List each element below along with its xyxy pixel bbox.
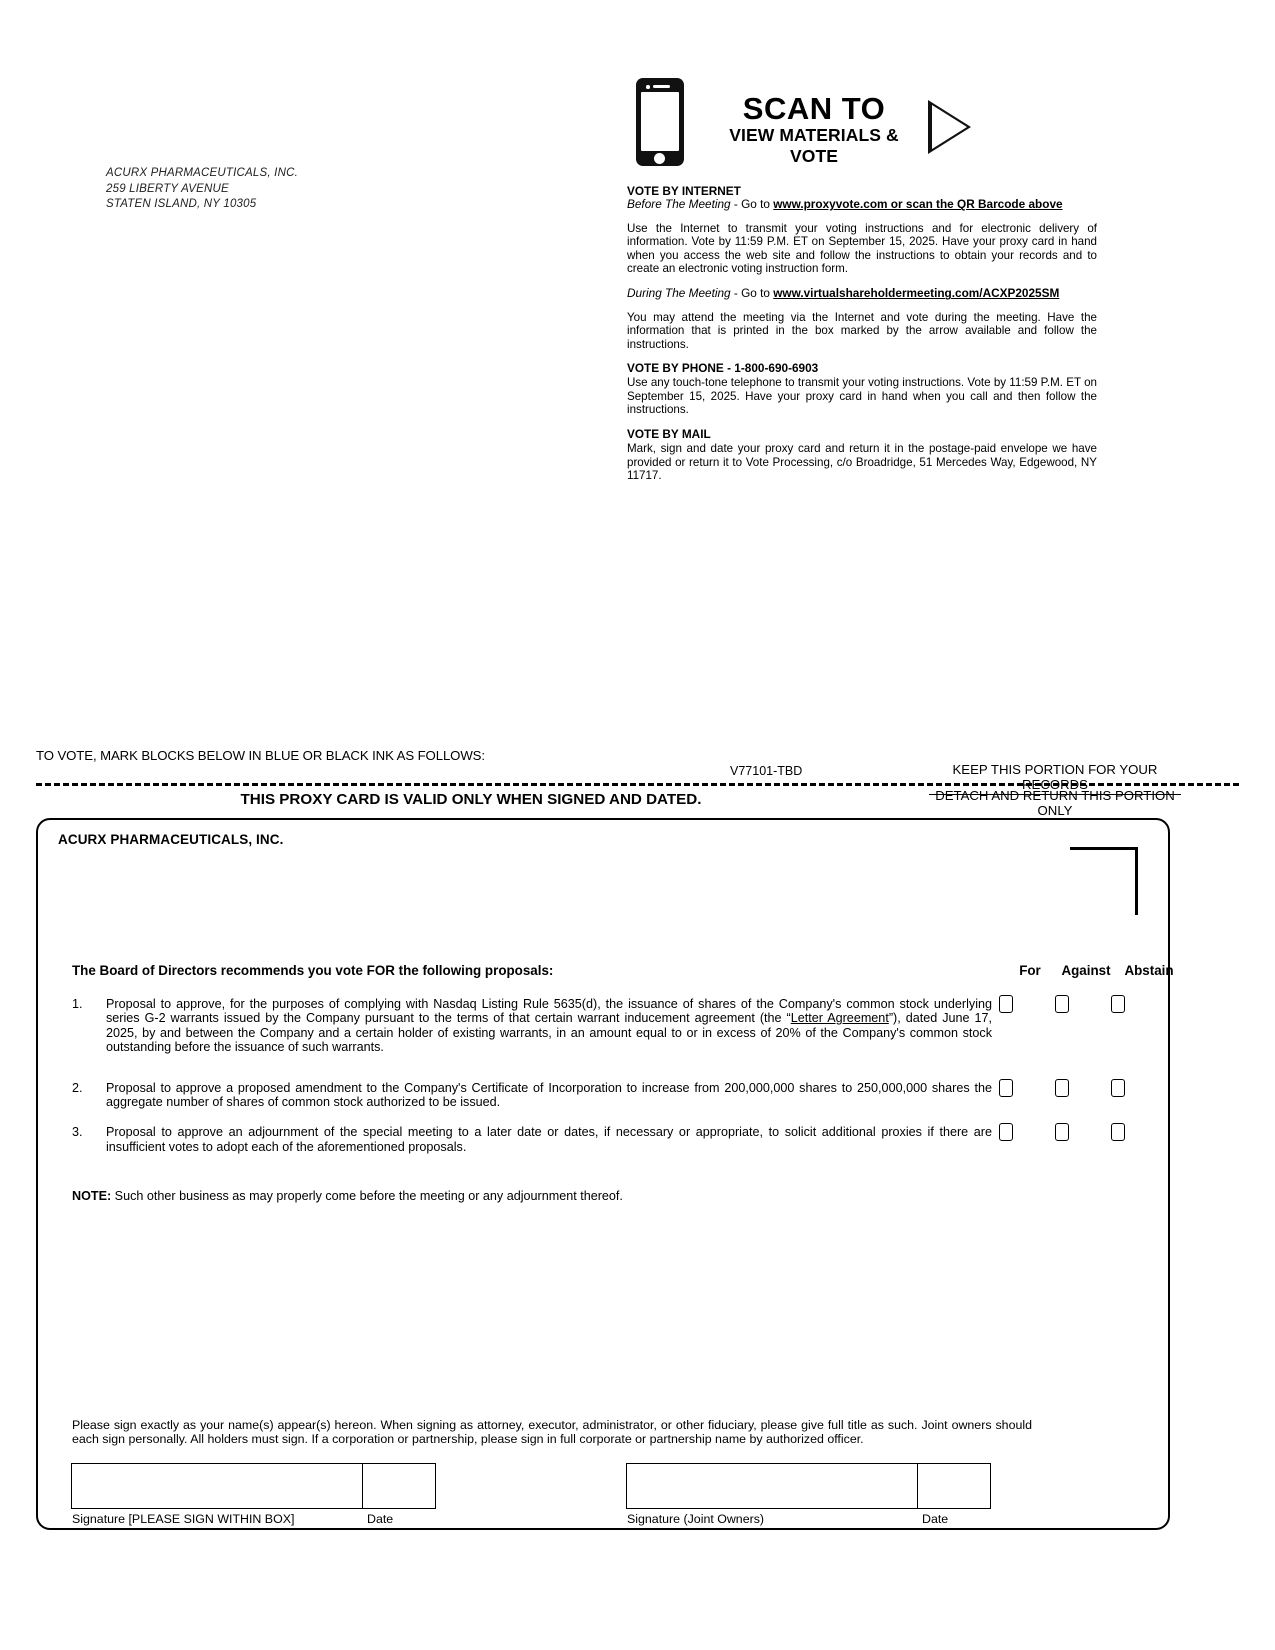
board-recommendation: The Board of Directors recommends you vote FOR the following proposals: (72, 963, 554, 978)
proposals-list (72, 997, 1132, 1170)
mark-blocks-instruction: TO VOTE, MARK BLOCKS BELOW IN BLUE OR BLACK INK AS FOLLOWS: (36, 748, 485, 763)
checkbox-for-proposal-1[interactable] (999, 995, 1013, 1013)
during-the-meeting-line (627, 287, 1097, 300)
note-text (72, 1189, 1052, 1203)
scan-banner-text (708, 92, 920, 167)
letter-agreement-term: Letter Agreement (790, 1011, 889, 1026)
vote-by-mail-heading: VOTE BY MAIL (627, 426, 711, 441)
mailing-address-line-1: ACURX PHARMACEUTICALS, INC. (106, 167, 298, 179)
vote-by-internet-heading: VOTE BY INTERNET (627, 184, 741, 198)
signature-box-primary[interactable] (71, 1463, 363, 1509)
proposal-1-text-part-2: ”), dated June 17, 2025, by and between the Company and a certain holder of existing warrants, in an amount equal to or in excess of 20% of the Company's common stock outstanding before the issuance of such warrants. (106, 1011, 992, 1055)
scan-banner-line-1: SCAN TO (742, 91, 886, 126)
signature-label-joint: Signature (Joint Owners) (627, 1512, 765, 1526)
scan-banner-line-2: VIEW MATERIALS & VOTE (729, 125, 899, 166)
column-header-abstain: Abstain (1124, 963, 1174, 978)
before-the-meeting-label: Before The Meeting (627, 197, 731, 212)
play-arrow-icon (928, 100, 971, 154)
phone-camera-dot (646, 85, 650, 89)
scan-to-vote-banner (636, 78, 976, 168)
note-label: NOTE: (72, 1189, 112, 1203)
date-box-primary[interactable] (362, 1463, 436, 1509)
vote-checkbox-group (990, 1079, 1138, 1099)
during-the-meeting-dash: - Go to (730, 286, 774, 301)
proxy-card (36, 818, 1174, 1530)
proposal-number: 1. (72, 997, 83, 1011)
checkbox-against-proposal-2[interactable] (1055, 1079, 1069, 1097)
vote-instructions (627, 185, 1097, 482)
registration-corner-mark-icon (1070, 847, 1138, 915)
mailing-address (106, 166, 298, 213)
vote-checkbox-group (990, 995, 1138, 1015)
before-the-meeting-line (627, 198, 1097, 211)
vote-by-internet-body: Use the Internet to transmit your voting instructions and for electronic delivery of information. Vote by 11:59 P.M. ET on September 15, 2025. Have your proxy card in hand when you access the web site and follow the instructions to obtain your records and to create an electronic voting instruction form. (627, 221, 1097, 276)
proposal-item (72, 997, 1132, 1055)
column-header-for: For (1019, 963, 1041, 978)
control-number: V77101-TBD (730, 764, 803, 778)
virtual-meeting-link[interactable]: www.virtualshareholdermeeting.com/ACXP2025SM (773, 286, 1060, 301)
proposal-1-text-part-1: Proposal to approve, for the purposes of complying with Nasdaq Listing Rule 5635(d), the issuance of shares of the Company's common stock underlying series G-2 warrants issued by the Company pursuant to the terms of that certain warrant inducement agreement (the “ (106, 997, 992, 1026)
detach-portion-label: DETACH AND RETURN THIS PORTION ONLY (935, 788, 1175, 818)
vote-by-phone-body: Use any touch-tone telephone to transmit your voting instructions. Vote by 11:59 P.M. ET on September 15, 2025. Have your proxy card in hand when you call and then follow the instructions. (627, 376, 1097, 417)
valid-when-signed-notice: THIS PROXY CARD IS VALID ONLY WHEN SIGNED AND DATED. (240, 791, 702, 808)
date-label-primary: Date (367, 1512, 394, 1526)
checkbox-against-proposal-1[interactable] (1055, 995, 1069, 1013)
card-company-name: ACURX PHARMACEUTICALS, INC. (58, 832, 284, 847)
during-the-meeting-label: During The Meeting (627, 286, 731, 301)
date-box-joint[interactable] (917, 1463, 991, 1509)
note-body: Such other business as may properly come before the meeting or any adjournment thereof. (111, 1189, 623, 1203)
date-label-joint: Date (922, 1512, 949, 1526)
checkbox-abstain-proposal-3[interactable] (1111, 1123, 1125, 1141)
column-header-against: Against (1061, 963, 1111, 978)
proposal-number: 2. (72, 1080, 83, 1095)
checkbox-abstain-proposal-2[interactable] (1111, 1079, 1125, 1097)
smartphone-icon (636, 78, 684, 166)
keep-portion-label: KEEP THIS PORTION FOR YOUR RECORDS (929, 762, 1181, 795)
perforation-dashed-line (36, 783, 1239, 786)
signature-box-joint[interactable] (626, 1463, 918, 1509)
signature-group-joint (626, 1463, 991, 1526)
vote-by-mail-body: Mark, sign and date your proxy card and return it in the postage-paid envelope we have provided or return it to Vote Processing, c/o Broadridge, 51 Mercedes Way, Edgewood, NY 11717. (627, 442, 1097, 482)
proposal-number: 3. (72, 1125, 83, 1140)
proposal-text (106, 997, 992, 1055)
proxyvote-link[interactable]: www.proxyvote.com (773, 197, 888, 212)
vote-by-phone-heading: VOTE BY PHONE - 1-800-690-6903 (627, 361, 819, 376)
phone-home-button (654, 153, 665, 164)
proposal-text: Proposal to approve a proposed amendment to the Company's Certificate of Incorporation to increase from 200,000,000 shares to 250,000,000 shares the aggregate number of shares of common stock authorized to be issued. (106, 1080, 992, 1110)
signature-label-primary: Signature [PLEASE SIGN WITHIN BOX] (72, 1512, 295, 1526)
phone-screen (641, 92, 679, 151)
vote-checkbox-group (990, 1123, 1138, 1143)
signature-instructions: Please sign exactly as your name(s) appear(s) hereon. When signing as attorney, executor, administrator, or other fiduciary, please give full title as such. Joint owners should each sign personally. All holders must sign. If a corporation or partnership, please sign in full corporate or partnership name by authorized officer. (72, 1418, 1032, 1447)
before-the-meeting-dash: - Go to (730, 197, 774, 212)
mailing-address-line-2: 259 LIBERTY AVENUE (106, 182, 229, 195)
during-the-meeting-body: You may attend the meeting via the Internet and vote during the meeting. Have the information that is printed in the box marked by the arrow available and follow the instructions. (627, 310, 1097, 351)
proposal-item (72, 1125, 1132, 1154)
signature-group-primary (71, 1463, 436, 1526)
checkbox-against-proposal-3[interactable] (1055, 1123, 1069, 1141)
checkbox-for-proposal-2[interactable] (999, 1079, 1013, 1097)
mailing-address-line-3: STATEN ISLAND, NY 10305 (106, 198, 257, 210)
phone-speaker (653, 85, 670, 88)
signature-row (71, 1463, 1131, 1526)
proposal-text: Proposal to approve an adjournment of the special meeting to a later date or dates, if necessary or appropriate, to solicit additional proxies if there are insufficient votes to adopt each of the aforementioned proposals. (106, 1125, 992, 1154)
checkbox-abstain-proposal-1[interactable] (1111, 995, 1125, 1013)
checkbox-for-proposal-3[interactable] (999, 1123, 1013, 1141)
before-the-meeting-tail: or scan the QR Barcode above (887, 197, 1063, 212)
proposal-item (72, 1081, 1132, 1110)
